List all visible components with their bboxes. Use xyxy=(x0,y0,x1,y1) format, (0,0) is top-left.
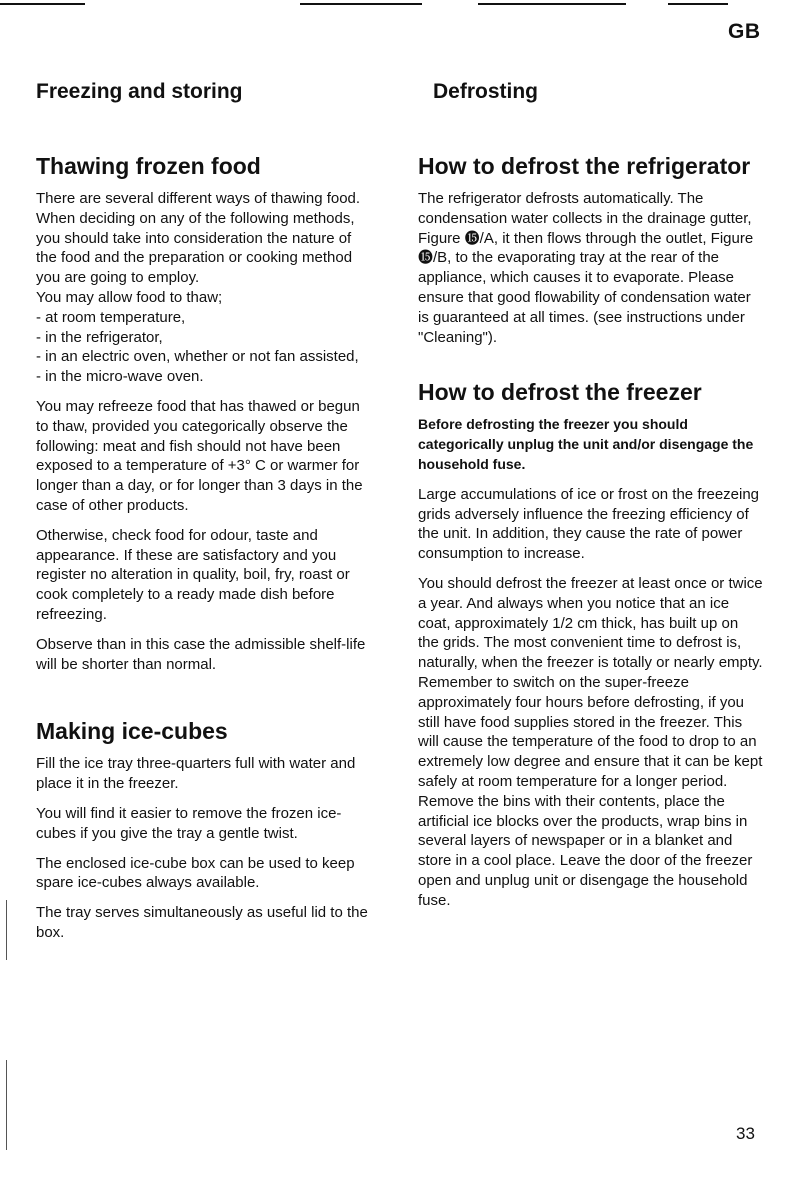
left-column xyxy=(36,153,376,953)
refreeze-paragraph: You may refreeze food that has thawed or begun to thaw, provided you categorically observe the following: meat and fish should not have been exposed to a temperature of +3° C or warmer for longer than a day, or for longer than 3 days in the case of other products. xyxy=(36,397,363,514)
margin-scan-mark xyxy=(6,1060,7,1150)
list-item: - in the refrigerator, xyxy=(36,328,163,346)
thawing-intro: There are several different ways of thawing food. When deciding on any of the following methods, you should take into consideration the nature of the food and the preparation or cooking method you are going to employ. xyxy=(36,190,361,287)
observe-paragraph: Observe than in this case the admissible shelf-life will be shorter than normal. xyxy=(36,635,366,673)
thawing-allow-line: You may allow food to thaw; xyxy=(36,288,223,306)
otherwise-paragraph: Otherwise, check food for odour, taste and appearance. If these are satisfactory and you register no alteration in quality, boil, fry, roast or cook completely to a ready made dish before refreezing. xyxy=(36,526,350,623)
top-rule xyxy=(300,3,422,5)
list-item: - at room temperature, xyxy=(36,308,186,326)
ice-cubes-paragraph: The enclosed ice-cube box can be used to keep spare ice-cubes always available. xyxy=(36,854,355,892)
list-item: - in an electric oven, whether or not fan assisted, xyxy=(36,348,359,366)
margin-scan-mark xyxy=(6,900,7,960)
top-rule xyxy=(668,3,728,5)
section-header-defrosting: Defrosting xyxy=(433,80,538,103)
ice-cubes-paragraph: The tray serves simultaneously as useful lid to the box. xyxy=(36,904,368,941)
thawing-methods-list xyxy=(36,308,376,387)
freezer-warning-paragraph: Before defrosting the freezer you should categorically unplug the unit and/or disengage the household fuse. xyxy=(418,416,754,472)
top-rule xyxy=(478,3,626,5)
language-tag: GB xyxy=(728,20,761,43)
refrigerator-defrost-heading: How to defrost the refrigerator xyxy=(418,153,751,179)
right-column xyxy=(418,153,763,921)
page-number: 33 xyxy=(736,1124,755,1143)
ice-cubes-heading: Making ice-cubes xyxy=(36,718,228,745)
refrigerator-defrost-paragraph: The refrigerator defrosts automatically. The condensation water collects in the drainage gutter, Figure ⓯/A, it then flows through the outlet, Figure ⓯/B, to the evaporating tray at the rear of the appliance, which causes it to evaporate. Please ensure that good flowability of condensation water is guaranteed at all times. (see instructions under "Cleaning"). xyxy=(418,190,754,346)
freezer-defrost-paragraph: Large accumulations of ice or frost on the freezeing grids adversely influence the freezing efficiency of the unit. In addition, they cause the rate of power consumption to increase. xyxy=(418,485,760,563)
ice-cubes-paragraph: You will find it easier to remove the frozen ice-cubes if you give the tray a gentle twist. xyxy=(36,804,342,842)
freezer-defrost-heading: How to defrost the freezer xyxy=(418,379,702,406)
freezer-defrost-paragraph: You should defrost the freezer at least once or twice a year. And always when you notice that an ice coat, approximately 1/2 cm thick, has built up on the grids. The most convenient time to defrost is, naturally, when the freezer is totally or nearly empty. Remember to switch on the super-freeze approximately four hours before defrosting, if you still have food supplies stored in the freezer. This will cause the temperature of the food to drop to an extremely low degree and ensure that it can be kept safely at room temperature for a longer period. Remove the bins with their contents, place the artificial ice blocks over the products, wrap bins in several layers of newspaper or in a blanket and store in a cool place. Leave the door of the freezer open and unplug unit or disengage the household fuse. xyxy=(418,574,763,909)
ice-cubes-paragraph: Fill the ice tray three-quarters full with water and place it in the freezer. xyxy=(36,755,356,793)
list-item: - in the micro-wave oven. xyxy=(36,368,204,386)
section-header-freezing: Freezing and storing xyxy=(36,80,243,103)
thawing-heading: Thawing frozen food xyxy=(36,153,261,179)
top-rule xyxy=(0,3,85,5)
